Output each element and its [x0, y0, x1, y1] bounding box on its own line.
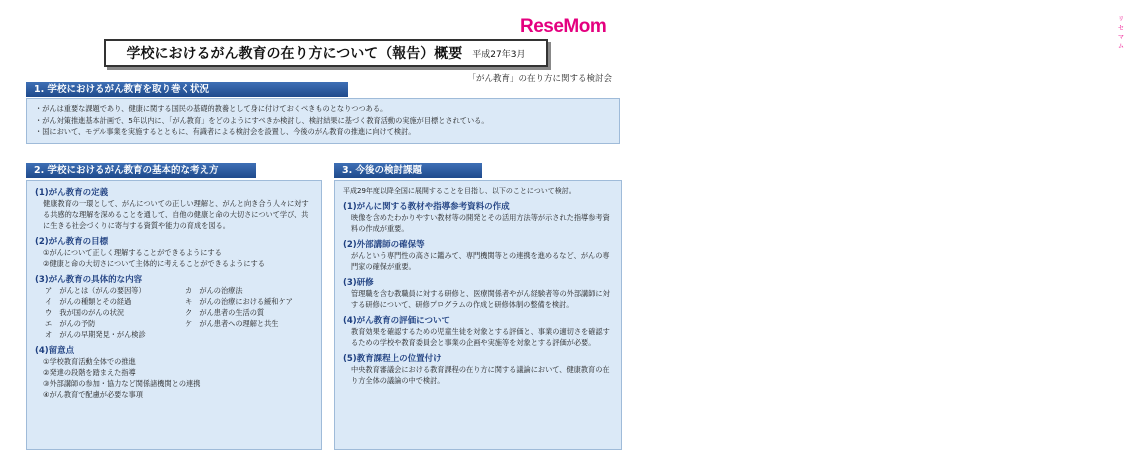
committee-name: 「がん教育」の在り方に関する検討会 — [467, 74, 612, 84]
content-item: ア がんとは（がんの要因等） — [45, 286, 146, 295]
section3-sub-text: 管理職を含む教職員に対する研修と、医療関係者やがん経験者等の外部講師に対する研修について、研修プログラムの作成と研修体制の整備を検討。 — [351, 289, 610, 309]
resemom-logo — [520, 8, 1124, 50]
section2-sub4-item: ②発達の段階を踏まえた指導 — [43, 368, 136, 377]
section3-sub-title: (1)がんに関する教材や指導参考資料の作成 — [343, 202, 510, 212]
section2-sub2-title: (2)がん教育の目標 — [35, 237, 109, 247]
logo-text: ReseMom — [520, 16, 607, 37]
content-item: ケ がん患者への理解と共生 — [185, 319, 279, 328]
content-item: ク がん患者の生活の質 — [185, 308, 265, 317]
section2-sub3-title: (3)がん教育の具体的な内容 — [35, 275, 143, 285]
section3-sub-text: 教育効果を確認するための児童生徒を対象とする評価と、事業の適切さを確認するための学校や教育委員会と事業の企画や実施等を対象とする評価が必要。 — [351, 327, 610, 347]
section2-sub4-title: (4)留意点 — [35, 346, 75, 356]
section3-sub-text: 中央教育審議会における教育課程の在り方に関する議論において、健康教育の在り方全体の議論の中で検討。 — [351, 365, 610, 385]
section2-sub2-item: ①がんについて正しく理解することができるようにする — [43, 248, 222, 257]
content-item: カ がんの治療法 — [185, 286, 243, 295]
section1-bullet: ・がん対策推進基本計画で、5年以内に、「がん教育」をどのようにすべきか検討し、検討結果に基づく教育活動の実施が目標とされている。 — [35, 115, 489, 125]
section3-panel — [334, 180, 622, 450]
section2-sub2-item: ②健康と命の大切さについて主体的に考えることができるようにする — [43, 259, 265, 268]
section2-sub1-text: 健康教育の一環として、がんについての正しい理解と、がんと向き合う人々に対する共感的な理解を深めることを通して、自他の健康と命の大切さについて学び、共に生きる社会づくりに寄与する資質や能力の育成を図る。 — [43, 199, 309, 230]
title-date: 平成27年3月 — [472, 49, 526, 60]
content-item: オ がんの早期発見・がん検診 — [45, 330, 146, 339]
section3-heading: 3. 今後の検討課題 — [334, 163, 482, 178]
section2-sub4-item: ④がん教育で配慮が必要な事項 — [43, 390, 143, 399]
logo-subtext: リセマム — [1118, 16, 1124, 50]
section2-sub1-title: (1)がん教育の定義 — [35, 188, 109, 198]
section2-panel — [26, 180, 322, 450]
section1-heading: 1. 学校におけるがん教育を取り巻く状況 — [26, 82, 348, 97]
section2-heading: 2. 学校におけるがん教育の基本的な考え方 — [26, 163, 256, 178]
content-list — [35, 285, 313, 340]
section1-panel — [26, 98, 620, 144]
section3-sub-text: 映像を含めたわかりやすい教材等の開発とその活用方法等が示された指導参考資料の作成が重要。 — [351, 213, 610, 233]
content-item: イ がんの種類とその経過 — [45, 297, 132, 306]
content-item: エ がんの予防 — [45, 319, 96, 328]
section3-intro: 平成29年度以降全国に展開することを目指し、以下のことについて検討。 — [343, 187, 576, 195]
document-title-box — [104, 39, 548, 67]
section3-sub-title: (3)研修 — [343, 278, 374, 288]
content-item: ウ 我が国のがんの状況 — [45, 308, 125, 317]
section3-sub-title: (4)がん教育の評価について — [343, 316, 451, 326]
content-item: キ がんの治療における緩和ケア — [185, 297, 293, 306]
section1-bullet: ・がんは重要な課題であり、健康に関する国民の基礎的教養として身に付けておくべきものとなりつつある。 — [35, 104, 388, 113]
section3-sub-title: (2)外部講師の確保等 — [343, 240, 425, 250]
section1-bullet: ・国において、モデル事業を実施するとともに、有識者による検討会を設置し、今後のがん教育の推進に向けて検討。 — [35, 127, 416, 136]
page-title: 学校におけるがん教育の在り方について（報告）概要 — [126, 46, 463, 62]
content-item — [185, 329, 295, 340]
section2-sub4-item: ③外部講師の参加・協力など関係諸機関との連携 — [43, 379, 201, 388]
section3-sub-title: (5)教育課程上の位置付け — [343, 354, 442, 364]
section2-sub4-item: ①学校教育活動全体での推進 — [43, 357, 136, 366]
section3-sub-text: がんという専門性の高さに鑑みて、専門機関等との連携を進めるなど、がんの専門家の確保が重要。 — [351, 251, 610, 271]
